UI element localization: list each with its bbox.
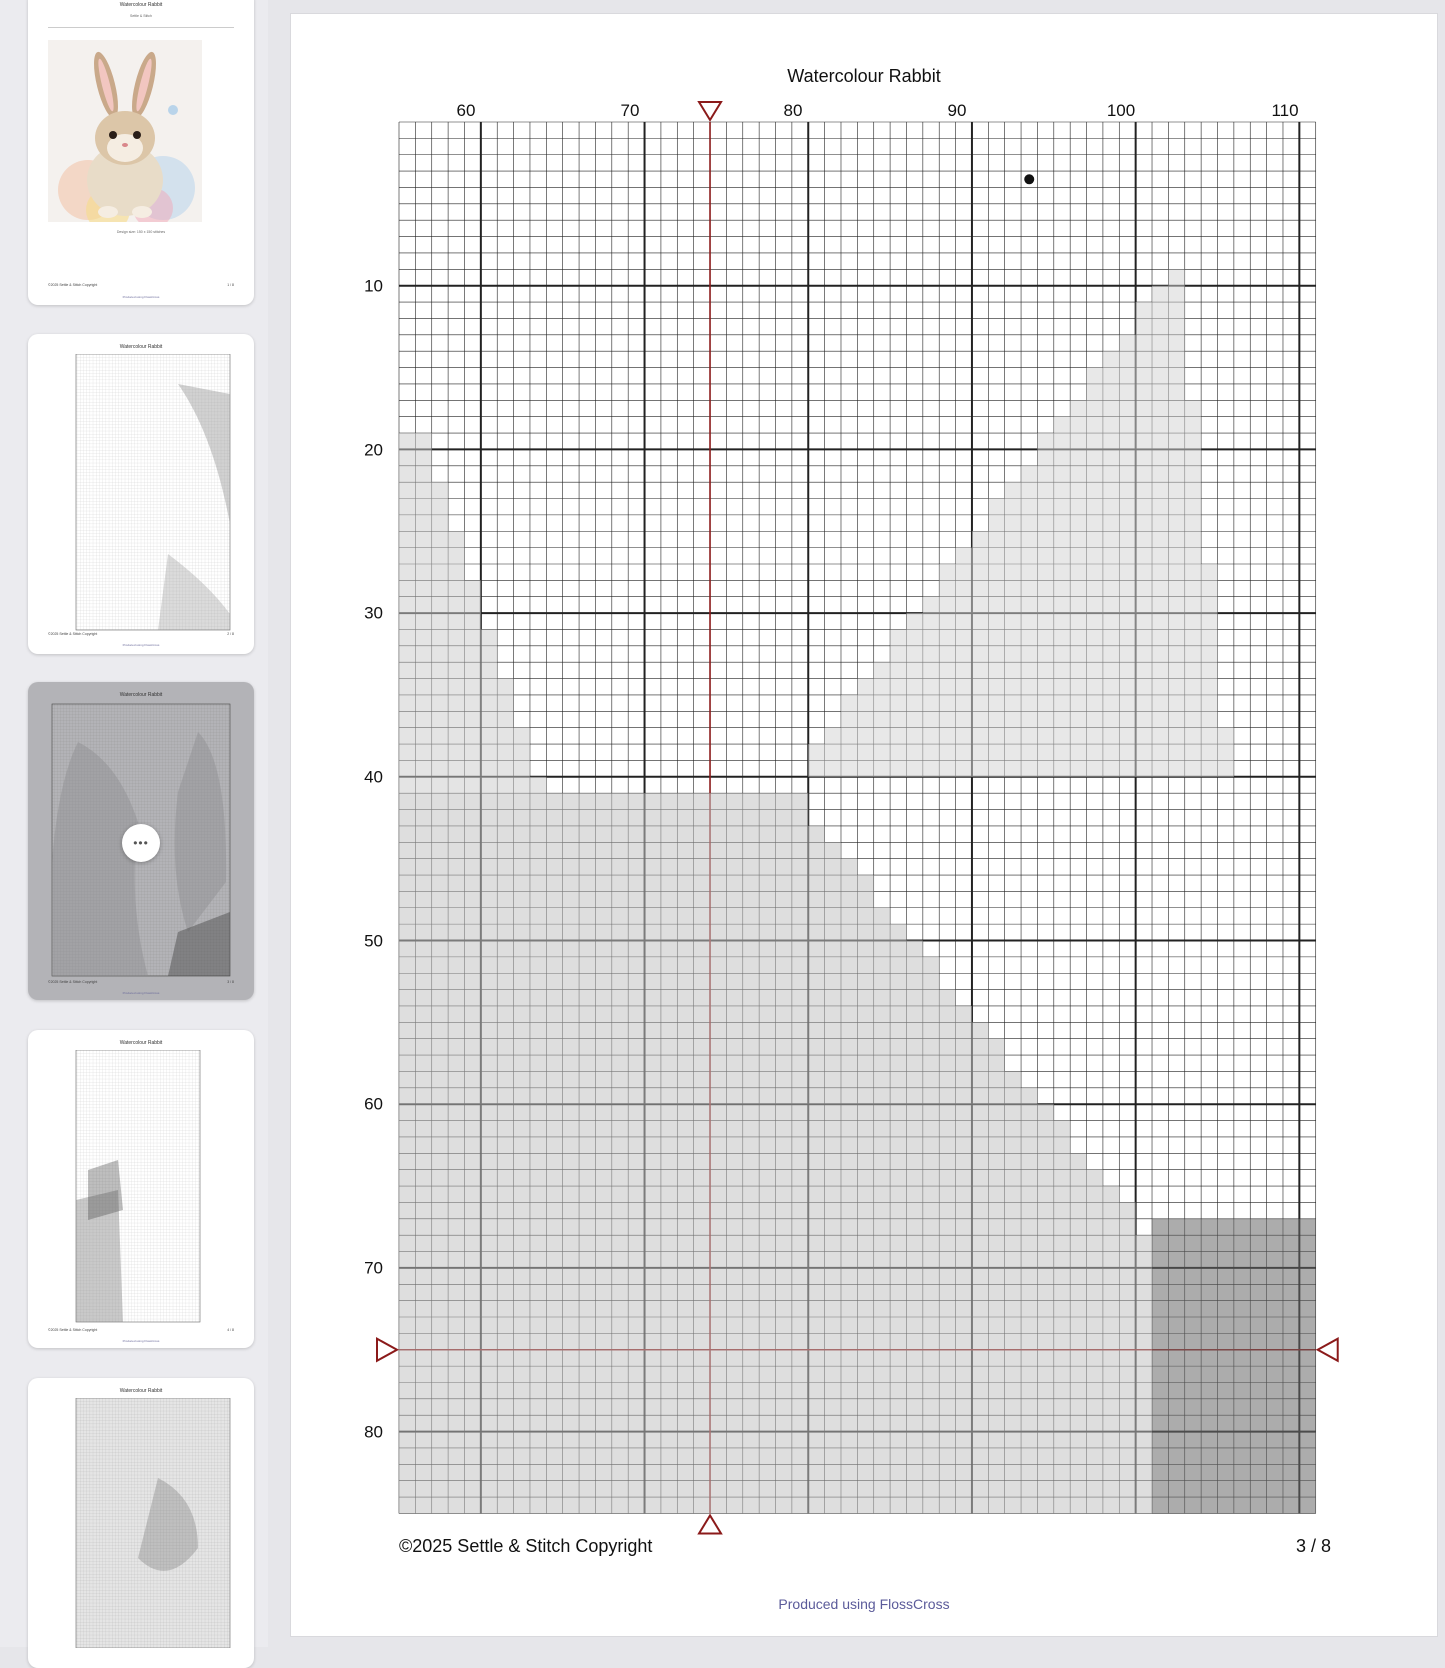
body-stitch-row	[399, 941, 923, 957]
body-stitch-row	[399, 1333, 1234, 1349]
ear-stitch-row	[890, 629, 1217, 645]
dark-stitch-row	[1152, 1350, 1316, 1366]
body-stitch-row	[399, 875, 874, 891]
left-stitch-row	[399, 597, 481, 613]
thumb-footer-copyright: ©2025 Settle & Stitch Copyright	[48, 1328, 98, 1332]
ear-stitch-row	[874, 662, 1218, 678]
column-label-60: 60	[456, 101, 476, 120]
left-stitch-row	[399, 466, 432, 482]
body-stitch-row	[399, 1252, 1168, 1268]
dark-stitch-row	[1152, 1399, 1316, 1415]
ear-stitch-row	[1005, 482, 1201, 498]
pattern-page	[290, 13, 1438, 1637]
row-label-40: 40	[364, 767, 383, 787]
column-label-100: 100	[1106, 101, 1136, 120]
ear-stitch-row	[825, 728, 1234, 744]
left-stitch-row	[399, 662, 497, 678]
dark-stitch-row	[1152, 1268, 1316, 1284]
body-stitch-row	[399, 1301, 1201, 1317]
ear-stitch-row	[1136, 318, 1185, 334]
center-marker-left	[377, 1339, 397, 1361]
body-stitch-row	[399, 908, 890, 924]
body-stitch-row	[399, 1317, 1218, 1333]
dark-stitch-row	[1152, 1448, 1316, 1464]
dark-stitch-row	[1152, 1301, 1316, 1317]
ear-stitch-row	[1152, 286, 1185, 302]
body-stitch-row	[399, 1153, 1087, 1169]
body-stitch-row	[399, 973, 939, 989]
page-number: 3 / 8	[1295, 1536, 1331, 1556]
left-stitch-row	[399, 613, 481, 629]
ear-stitch-row	[923, 597, 1218, 613]
more-options-icon: •••	[133, 836, 149, 850]
thumb-footer-copyright: ©2025 Settle & Stitch Copyright	[48, 283, 98, 287]
ear-stitch-row	[857, 679, 1217, 695]
dark-stitch-row	[1152, 1464, 1316, 1480]
copyright-text: ©2025 Settle & Stitch Copyright	[399, 1536, 653, 1556]
ear-stitch-row	[939, 580, 1217, 596]
left-stitch-row	[399, 646, 497, 662]
left-stitch-row	[399, 760, 530, 776]
left-stitch-row	[399, 695, 514, 711]
left-stitch-row	[399, 580, 481, 596]
body-stitch-row	[399, 891, 874, 907]
ear-stitch-row	[1054, 417, 1201, 433]
ear-stitch-row	[890, 646, 1217, 662]
body-stitch-row	[399, 1055, 1005, 1071]
thumb-subtitle: Settle & Stitch	[130, 14, 152, 18]
column-label-110: 110	[1271, 101, 1299, 120]
dark-stitch-row	[1152, 1366, 1316, 1382]
left-stitch-row	[399, 531, 464, 547]
thumb-title: Watercolour Rabbit	[119, 1040, 163, 1046]
mini-chart-grid	[48, 1398, 234, 1648]
body-stitch-row	[399, 1022, 988, 1038]
thumb-title: Watercolour Rabbit	[119, 344, 163, 350]
thumbnail-page-3[interactable]	[28, 682, 254, 1000]
dark-stitch-row	[1152, 1497, 1316, 1513]
row-label-10: 10	[364, 276, 383, 296]
body-stitch-row	[399, 1202, 1136, 1218]
ear-stitch-row	[1168, 269, 1184, 285]
thumb-title: Watercolour Rabbit	[119, 1388, 163, 1394]
more-options-button[interactable]	[122, 824, 160, 862]
thumb-title: Watercolour Rabbit	[119, 692, 163, 698]
body-stitch-row	[399, 842, 841, 858]
ear-stitch-row	[906, 613, 1217, 629]
ear-stitch-row	[1021, 466, 1201, 482]
left-stitch-row	[399, 629, 497, 645]
body-stitch-row	[399, 1170, 1103, 1186]
dark-stitch-row	[1152, 1317, 1316, 1333]
dark-stitch-row	[1152, 1219, 1316, 1235]
mini-chart-grid	[48, 354, 234, 634]
thumbnail-page-1[interactable]	[28, 0, 254, 305]
thumb-produced: Produced using FlossCross	[122, 991, 160, 995]
dark-stitch-row	[1152, 1382, 1316, 1398]
body-stitch-row	[399, 1071, 1021, 1087]
ear-stitch-row	[1037, 433, 1201, 449]
row-label-80: 80	[364, 1422, 383, 1442]
dark-stitch-row	[1152, 1333, 1316, 1349]
ear-stitch-row	[1037, 449, 1201, 465]
ear-stitch-row	[939, 564, 1217, 580]
row-label-30: 30	[364, 603, 383, 623]
dark-stitch-row	[1152, 1284, 1316, 1300]
chart-title: Watercolour Rabbit	[787, 66, 941, 86]
body-stitch-row	[399, 1186, 1119, 1202]
ear-stitch-row	[1070, 400, 1201, 416]
ear-stitch-row	[1136, 302, 1185, 318]
thumb-footer-page: 4 / 8	[227, 1328, 234, 1332]
body-stitch-row	[399, 924, 906, 940]
center-marker-bottom	[699, 1515, 721, 1533]
row-label-60: 60	[364, 1094, 383, 1114]
body-stitch-row	[399, 1219, 1136, 1235]
dark-stitch-row	[1152, 1252, 1316, 1268]
ear-stitch-row	[1103, 351, 1185, 367]
body-stitch-row	[399, 1006, 972, 1022]
ear-stitch-row	[808, 744, 1234, 760]
ear-stitch-row	[841, 695, 1218, 711]
dark-stitch-row	[1152, 1415, 1316, 1431]
body-stitch-row	[399, 1235, 1152, 1251]
body-stitch-row	[399, 1039, 1005, 1055]
left-stitch-row	[399, 499, 448, 515]
row-label-50: 50	[364, 931, 383, 951]
body-stitch-row	[399, 1268, 1185, 1284]
ear-stitch-row	[1087, 368, 1185, 384]
thumb-title: Watercolour Rabbit	[119, 2, 163, 8]
body-stitch-row	[399, 793, 808, 809]
body-stitch-row	[399, 810, 808, 826]
left-stitch-row	[399, 744, 530, 760]
body-stitch-row	[399, 1088, 1037, 1104]
left-stitch-row	[399, 433, 432, 449]
left-stitch-row	[399, 777, 546, 793]
center-marker-top	[699, 102, 721, 120]
thumb-footer-copyright: ©2025 Settle & Stitch Copyright	[48, 980, 98, 984]
column-label-90: 90	[947, 101, 967, 120]
ear-stitch-row	[1087, 384, 1185, 400]
left-stitch-row	[399, 711, 514, 727]
dark-stitch-row	[1152, 1235, 1316, 1251]
body-stitch-row	[399, 1350, 1250, 1366]
column-label-80: 80	[783, 101, 803, 120]
ear-stitch-row	[841, 711, 1218, 727]
ear-stitch-row	[972, 531, 1201, 547]
thumbnail-page-5[interactable]	[28, 1378, 254, 1668]
dark-stitch-row	[1152, 1481, 1316, 1497]
column-label-70: 70	[620, 101, 640, 120]
row-label-70: 70	[364, 1258, 383, 1278]
body-stitch-row	[399, 1121, 1070, 1137]
thumb-produced: Produced using FlossCross	[122, 1339, 160, 1343]
ear-stitch-row	[1119, 335, 1184, 351]
left-stitch-row	[399, 515, 448, 531]
body-stitch-row	[399, 859, 857, 875]
body-stitch-row	[399, 1137, 1070, 1153]
body-stitch-row	[399, 826, 825, 842]
thumb-footer-page: 1 / 8	[227, 283, 234, 287]
stitch-symbol-dot	[1024, 174, 1034, 184]
mini-chart-grid	[48, 1050, 234, 1326]
thumb-divider	[48, 27, 234, 28]
left-stitch-row	[399, 679, 514, 695]
dark-stitch-row	[1152, 1432, 1316, 1448]
thumb-footer-copyright: ©2025 Settle & Stitch Copyright	[48, 632, 98, 636]
left-stitch-row	[399, 482, 448, 498]
body-stitch-row	[399, 957, 939, 973]
rabbit-cover-image	[48, 40, 202, 222]
page-thumbnail-sidebar	[0, 0, 268, 1647]
ear-stitch-row	[988, 499, 1201, 515]
thumb-footer-page: 3 / 8	[227, 980, 234, 984]
ear-stitch-row	[808, 760, 1234, 776]
body-stitch-row	[399, 1104, 1054, 1120]
thumb-produced: Produced using FlossCross	[122, 295, 160, 299]
row-label-20: 20	[364, 440, 383, 460]
left-stitch-row	[399, 449, 432, 465]
produced-by-text: Produced using FlossCross	[778, 1596, 950, 1612]
thumb-produced: Produced using FlossCross	[122, 643, 160, 647]
thumbnail-page-2[interactable]	[28, 334, 254, 654]
body-stitch-row	[399, 990, 956, 1006]
left-stitch-row	[399, 728, 530, 744]
ear-stitch-row	[988, 515, 1201, 531]
left-stitch-row	[399, 564, 464, 580]
thumbnail-page-4[interactable]	[28, 1030, 254, 1348]
cross-stitch-chart-grid	[291, 14, 1437, 1636]
body-stitch-row	[399, 1399, 1283, 1415]
body-stitch-row	[399, 1382, 1267, 1398]
body-stitch-row	[399, 1284, 1201, 1300]
left-stitch-row	[399, 548, 464, 564]
thumb-footer-page: 2 / 8	[227, 632, 234, 636]
center-marker-right	[1318, 1339, 1338, 1361]
ear-stitch-row	[956, 548, 1202, 564]
thumb-caption: Design size: 150 x 150 stitches	[116, 230, 166, 234]
body-stitch-row	[399, 1366, 1267, 1382]
